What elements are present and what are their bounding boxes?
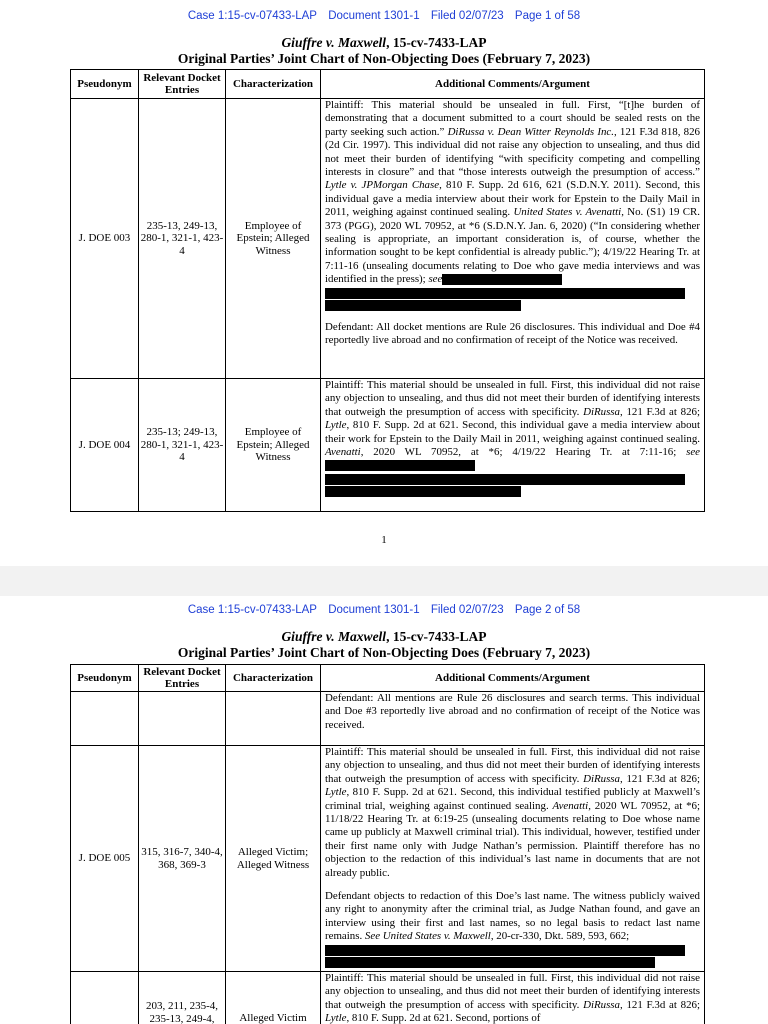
docket-cell: 235-13, 249-13, 280-1, 321-1, 423-4: [139, 99, 226, 379]
column-header-docket: Relevant Docket Entries: [139, 70, 226, 99]
defendant-argument: Defendant: All docket mentions are Rule 26 disclosures. This individual and Doe #4 reportedly live abroad and no confirmation of receipt of the Notice was received.: [325, 320, 700, 347]
redaction-bar: [325, 300, 521, 311]
case-header: [0, 10, 768, 22]
column-header-comments: Additional Comments/Argument: [321, 665, 705, 692]
document-page-2: [0, 596, 768, 1024]
defendant-argument: Defendant objects to redaction of this Doe’s last name. The witness publicly waived any right to anonymity after the criminal trial, as Judge Nathan found, and gave an interview using their first and last names, so no legal basis to redact last name remains. See United States v. Maxwell, 20-cr-330, Dkt. 589, 593, 662;: [325, 890, 700, 968]
table-row: [71, 99, 705, 379]
comments-cell: [321, 746, 705, 972]
column-header-pseudonym: Pseudonym: [71, 70, 139, 99]
filed-date: Filed 02/07/23: [430, 604, 504, 616]
document-title-chart: Original Parties’ Joint Chart of Non-Objecting Does (February 7, 2023): [177, 51, 591, 66]
page-indicator: Page 1 of 58: [514, 10, 581, 22]
characterization-cell: Employee of Epstein; Alleged Witness: [226, 99, 321, 379]
does-chart-table: [70, 69, 705, 512]
plaintiff-argument: Plaintiff: This material should be unsealed in full. First, this individual did not raise any objection to unsealing, and thus did not meet their burden of identifying interests that outweigh the presumption of access with specificity. DiRussa, 121 F.3d at 826; Lytle, 810 F. Supp. 2d at 621. Second, this individual testified publicly at Maxwell’s criminal trial, weighing against continued sealing. Avenatti, 2020 WL 70952, at *6; 11/18/22 Hearing Tr. at 6:19-25 (unsealing documents relating to Doe whose name came up publicly at Maxwell criminal trial). This individual, however, testified under their first name only with Judge Nathan’s permission. Plaintiff therefore has no objection to the redaction of this individual’s last name in documents that are not already public.: [325, 746, 700, 879]
column-header-comments: Additional Comments/Argument: [321, 70, 705, 99]
case-number: Case 1:15-cv-07433-LAP: [187, 10, 317, 22]
docket-cell: 203, 211, 235-4, 235-13, 249-4,: [139, 972, 226, 1024]
document-title-chart: Original Parties’ Joint Chart of Non-Objecting Does (February 7, 2023): [177, 645, 591, 660]
document-title-case: Giuffre v. Maxwell, 15-cv-7433-LAP: [281, 629, 487, 644]
characterization-cell: Alleged Victim: [226, 972, 321, 1024]
table-row: [71, 379, 705, 512]
filed-date: Filed 02/07/23: [430, 10, 504, 22]
column-header-pseudonym: Pseudonym: [71, 665, 139, 692]
comments-cell: [321, 972, 705, 1024]
characterization-cell: Employee of Epstein; Alleged Witness: [226, 379, 321, 512]
table-header-row: [71, 665, 705, 692]
docket-cell: 235-13; 249-13, 280-1, 321-1, 423-4: [139, 379, 226, 512]
does-chart-table: [70, 664, 705, 1024]
comments-cell: [321, 379, 705, 512]
redaction-bar: [442, 274, 562, 285]
redaction-bar: [325, 460, 475, 471]
column-header-characterization: Characterization: [226, 70, 321, 99]
document-number: Document 1301-1: [328, 604, 420, 616]
redaction-bar: [325, 957, 655, 968]
defendant-argument: Defendant: All mentions are Rule 26 disclosures and search terms. This individual and Doe #3 reportedly live abroad and no confirmation of receipt of the Notice was received.: [325, 692, 700, 731]
pseudonym-cell: J. DOE 003: [71, 99, 139, 379]
page-indicator: Page 2 of 58: [514, 604, 581, 616]
plaintiff-argument: Plaintiff: This material should be unsealed in full. First, “[t]he burden of demonstrating that a document submitted to a court should be sealed rests on the party seeking such action.” DiRussa v. Dean Witter Reynolds Inc., 121 F.3d 818, 826 (2d Cir. 1997). This individual did not raise any objection to unsealing, and thus did not meet their burden of identifying “with specificity competing and compelling interests in closure” and that “those interests outweigh the presumption of access.” Lytle v. JPMorgan Chase, 810 F. Supp. 2d 616, 621 (S.D.N.Y. 2011). Second, this individual gave a media interview about their work for Epstein to the Daily Mail in 2011, weighing against continued sealing. United States v. Avenatti, No. (S1) 19 CR. 373 (PGG), 2020 WL 70952, at *6 (S.D.N.Y. Jan. 6, 2020) (“In considering whether sealing is appropriate, an important consideration is, of course, whether the information sought to be kept confidential is already public.”); 4/19/22 Hearing Tr. at 7:11-16 (unsealing documents relating to Doe who gave media interviews and was identified in the press); see: [325, 99, 700, 311]
case-header: [0, 604, 768, 616]
plaintiff-argument: Plaintiff: This material should be unsealed in full. First, this individual did not raise any objection to unsealing, and thus did not meet their burden of identifying interests that outweigh the presumption of access with specificity. DiRussa, 121 F.3d at 826; Lytle, 810 F. Supp. 2d at 621. Second, this individual gave a media interview about their work for Epstein to the Daily Mail in 2011, weighing against continued sealing. Avenatti, 2020 WL 70952, at *6; 4/19/22 Hearing Tr. at 7:11-16; see: [325, 379, 700, 497]
docket-cell: 315, 316-7, 340-4, 368, 369-3: [139, 746, 226, 972]
pseudonym-cell: J. DOE 005: [71, 746, 139, 972]
pseudonym-cell: J. DOE 004: [71, 379, 139, 512]
column-header-docket: Relevant Docket Entries: [139, 665, 226, 692]
redaction-bar: [325, 945, 685, 956]
table-row: [71, 692, 705, 746]
comments-cell: [321, 692, 705, 746]
document-number: Document 1301-1: [328, 10, 420, 22]
case-number: Case 1:15-cv-07433-LAP: [187, 604, 317, 616]
page-number: 1: [381, 534, 387, 546]
pseudonym-cell: [71, 972, 139, 1024]
table-row: [71, 746, 705, 972]
column-header-characterization: Characterization: [226, 665, 321, 692]
redaction-bar: [325, 288, 685, 299]
characterization-cell: Alleged Victim; Alleged Witness: [226, 746, 321, 972]
document-title-case: Giuffre v. Maxwell, 15-cv-7433-LAP: [281, 35, 487, 50]
redaction-bar: [325, 474, 685, 485]
table-header-row: [71, 70, 705, 99]
redaction-bar: [325, 486, 521, 497]
table-row: [71, 972, 705, 1024]
plaintiff-argument: Plaintiff: This material should be unsealed in full. First, this individual did not raise any objection to unsealing, and thus did not meet their burden of identifying interests that outweigh the presumption of access with specificity. DiRussa, 121 F.3d at 826; Lytle, 810 F. Supp. 2d at 621. Second, portions of: [325, 972, 700, 1024]
comments-cell: [321, 99, 705, 379]
